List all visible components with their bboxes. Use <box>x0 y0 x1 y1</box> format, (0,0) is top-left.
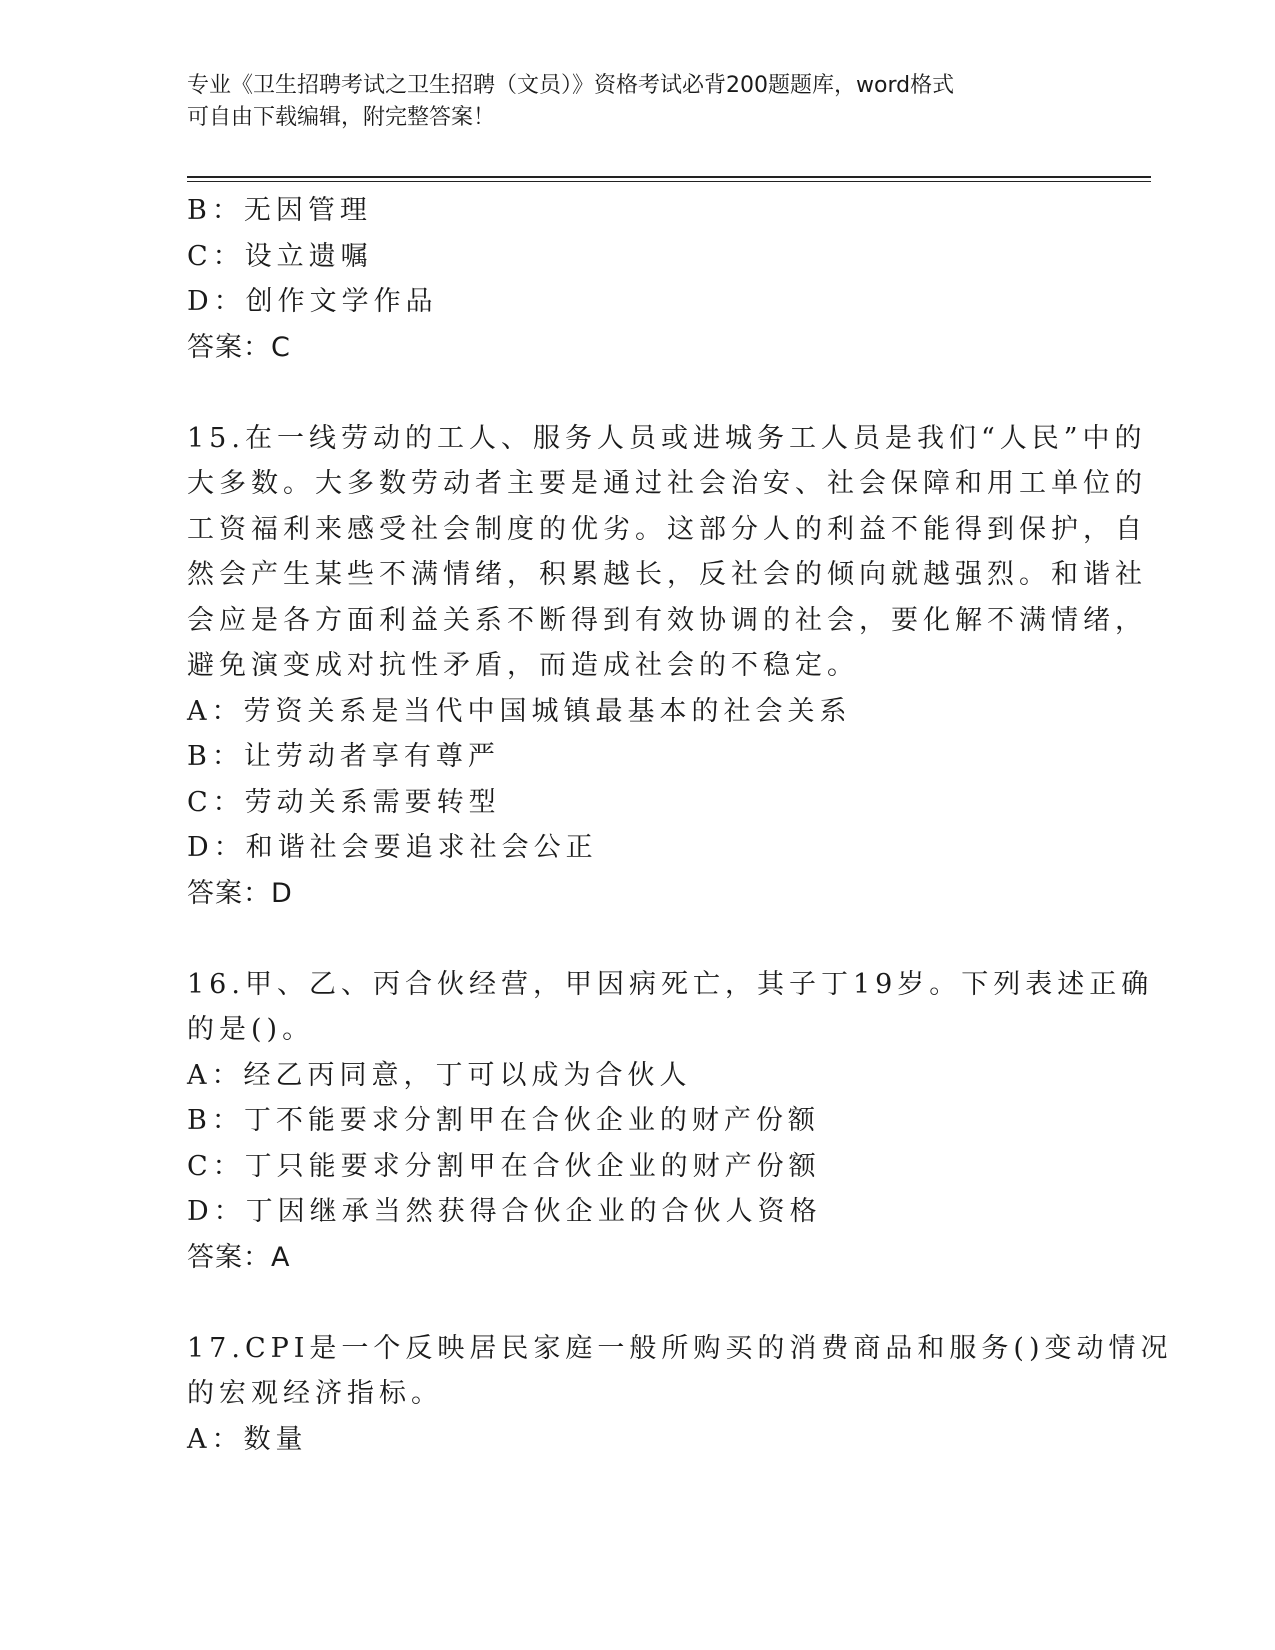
question-stem-line: 17.CPI是一个反映居民家庭一般所购买的消费商品和服务()变动情况 <box>187 1332 1173 1364</box>
document-header <box>187 70 1067 134</box>
option-a: A：劳资关系是当代中国城镇最基本的社会关系 <box>187 695 852 727</box>
option-c: C：劳动关系需要转型 <box>187 786 501 818</box>
answer-line: 答案：C <box>187 331 291 363</box>
question-block-14 <box>187 188 1087 370</box>
spacer <box>187 370 1087 416</box>
question-stem-line: 大多数。大多数劳动者主要是通过社会治安、社会保障和用工单位的 <box>187 468 1147 499</box>
option-a: A：数量 <box>187 1423 308 1455</box>
header-title-line-1: 专业《卫生招聘考试之卫生招聘（文员）》资格考试必背200题题库，word格式 <box>187 73 955 98</box>
question-stem-line: 的是()。 <box>187 1014 315 1045</box>
question-stem-line: 15.在一线劳动的工人、服务人员或进城务工人员是我们“人民”中的 <box>187 422 1147 454</box>
question-stem-line: 然会产生某些不满情绪，积累越长，反社会的倾向就越强烈。和谐社 <box>187 559 1147 590</box>
option-d: D：和谐社会要追求社会公正 <box>187 832 598 863</box>
question-stem-line: 16.甲、乙、丙合伙经营，甲因病死亡，其子丁19岁。下列表述正确 <box>187 968 1154 1000</box>
question-block-16 <box>187 962 1154 1281</box>
header-divider-thick <box>187 176 1151 178</box>
question-block-17 <box>187 1326 1173 1463</box>
answer-line: 答案：A <box>187 1241 291 1273</box>
option-a: A：经乙丙同意，丁可以成为合伙人 <box>187 1059 692 1091</box>
option-b: B：无因管理 <box>187 195 372 226</box>
question-stem-line: 避免演变成对抗性矛盾，而造成社会的不稳定。 <box>187 650 859 681</box>
header-title-line-2: 可自由下载编辑，附完整答案！ <box>187 105 496 130</box>
answer-line: 答案：D <box>187 877 293 909</box>
header-divider-thin <box>187 181 1151 182</box>
spacer <box>187 1280 1087 1326</box>
spacer <box>187 916 1087 962</box>
option-d: D：丁因继承当然获得合伙企业的合伙人资格 <box>187 1196 822 1227</box>
question-stem-line: 工资福利来感受社会制度的优劣。这部分人的利益不能得到保护，自 <box>187 513 1147 545</box>
question-block-15 <box>187 416 1147 917</box>
question-content <box>187 188 1173 1462</box>
option-b: B：让劳动者享有尊严 <box>187 741 500 772</box>
option-d: D：创作文学作品 <box>187 286 438 317</box>
question-stem-line: 的宏观经济指标。 <box>187 1378 443 1409</box>
option-c: C：丁只能要求分割甲在合伙企业的财产份额 <box>187 1150 821 1182</box>
option-c: C：设立遗嘱 <box>187 240 373 272</box>
option-b: B：丁不能要求分割甲在合伙企业的财产份额 <box>187 1105 820 1136</box>
question-stem-line: 会应是各方面利益关系不断得到有效协调的社会，要化解不满情绪， <box>187 604 1147 636</box>
